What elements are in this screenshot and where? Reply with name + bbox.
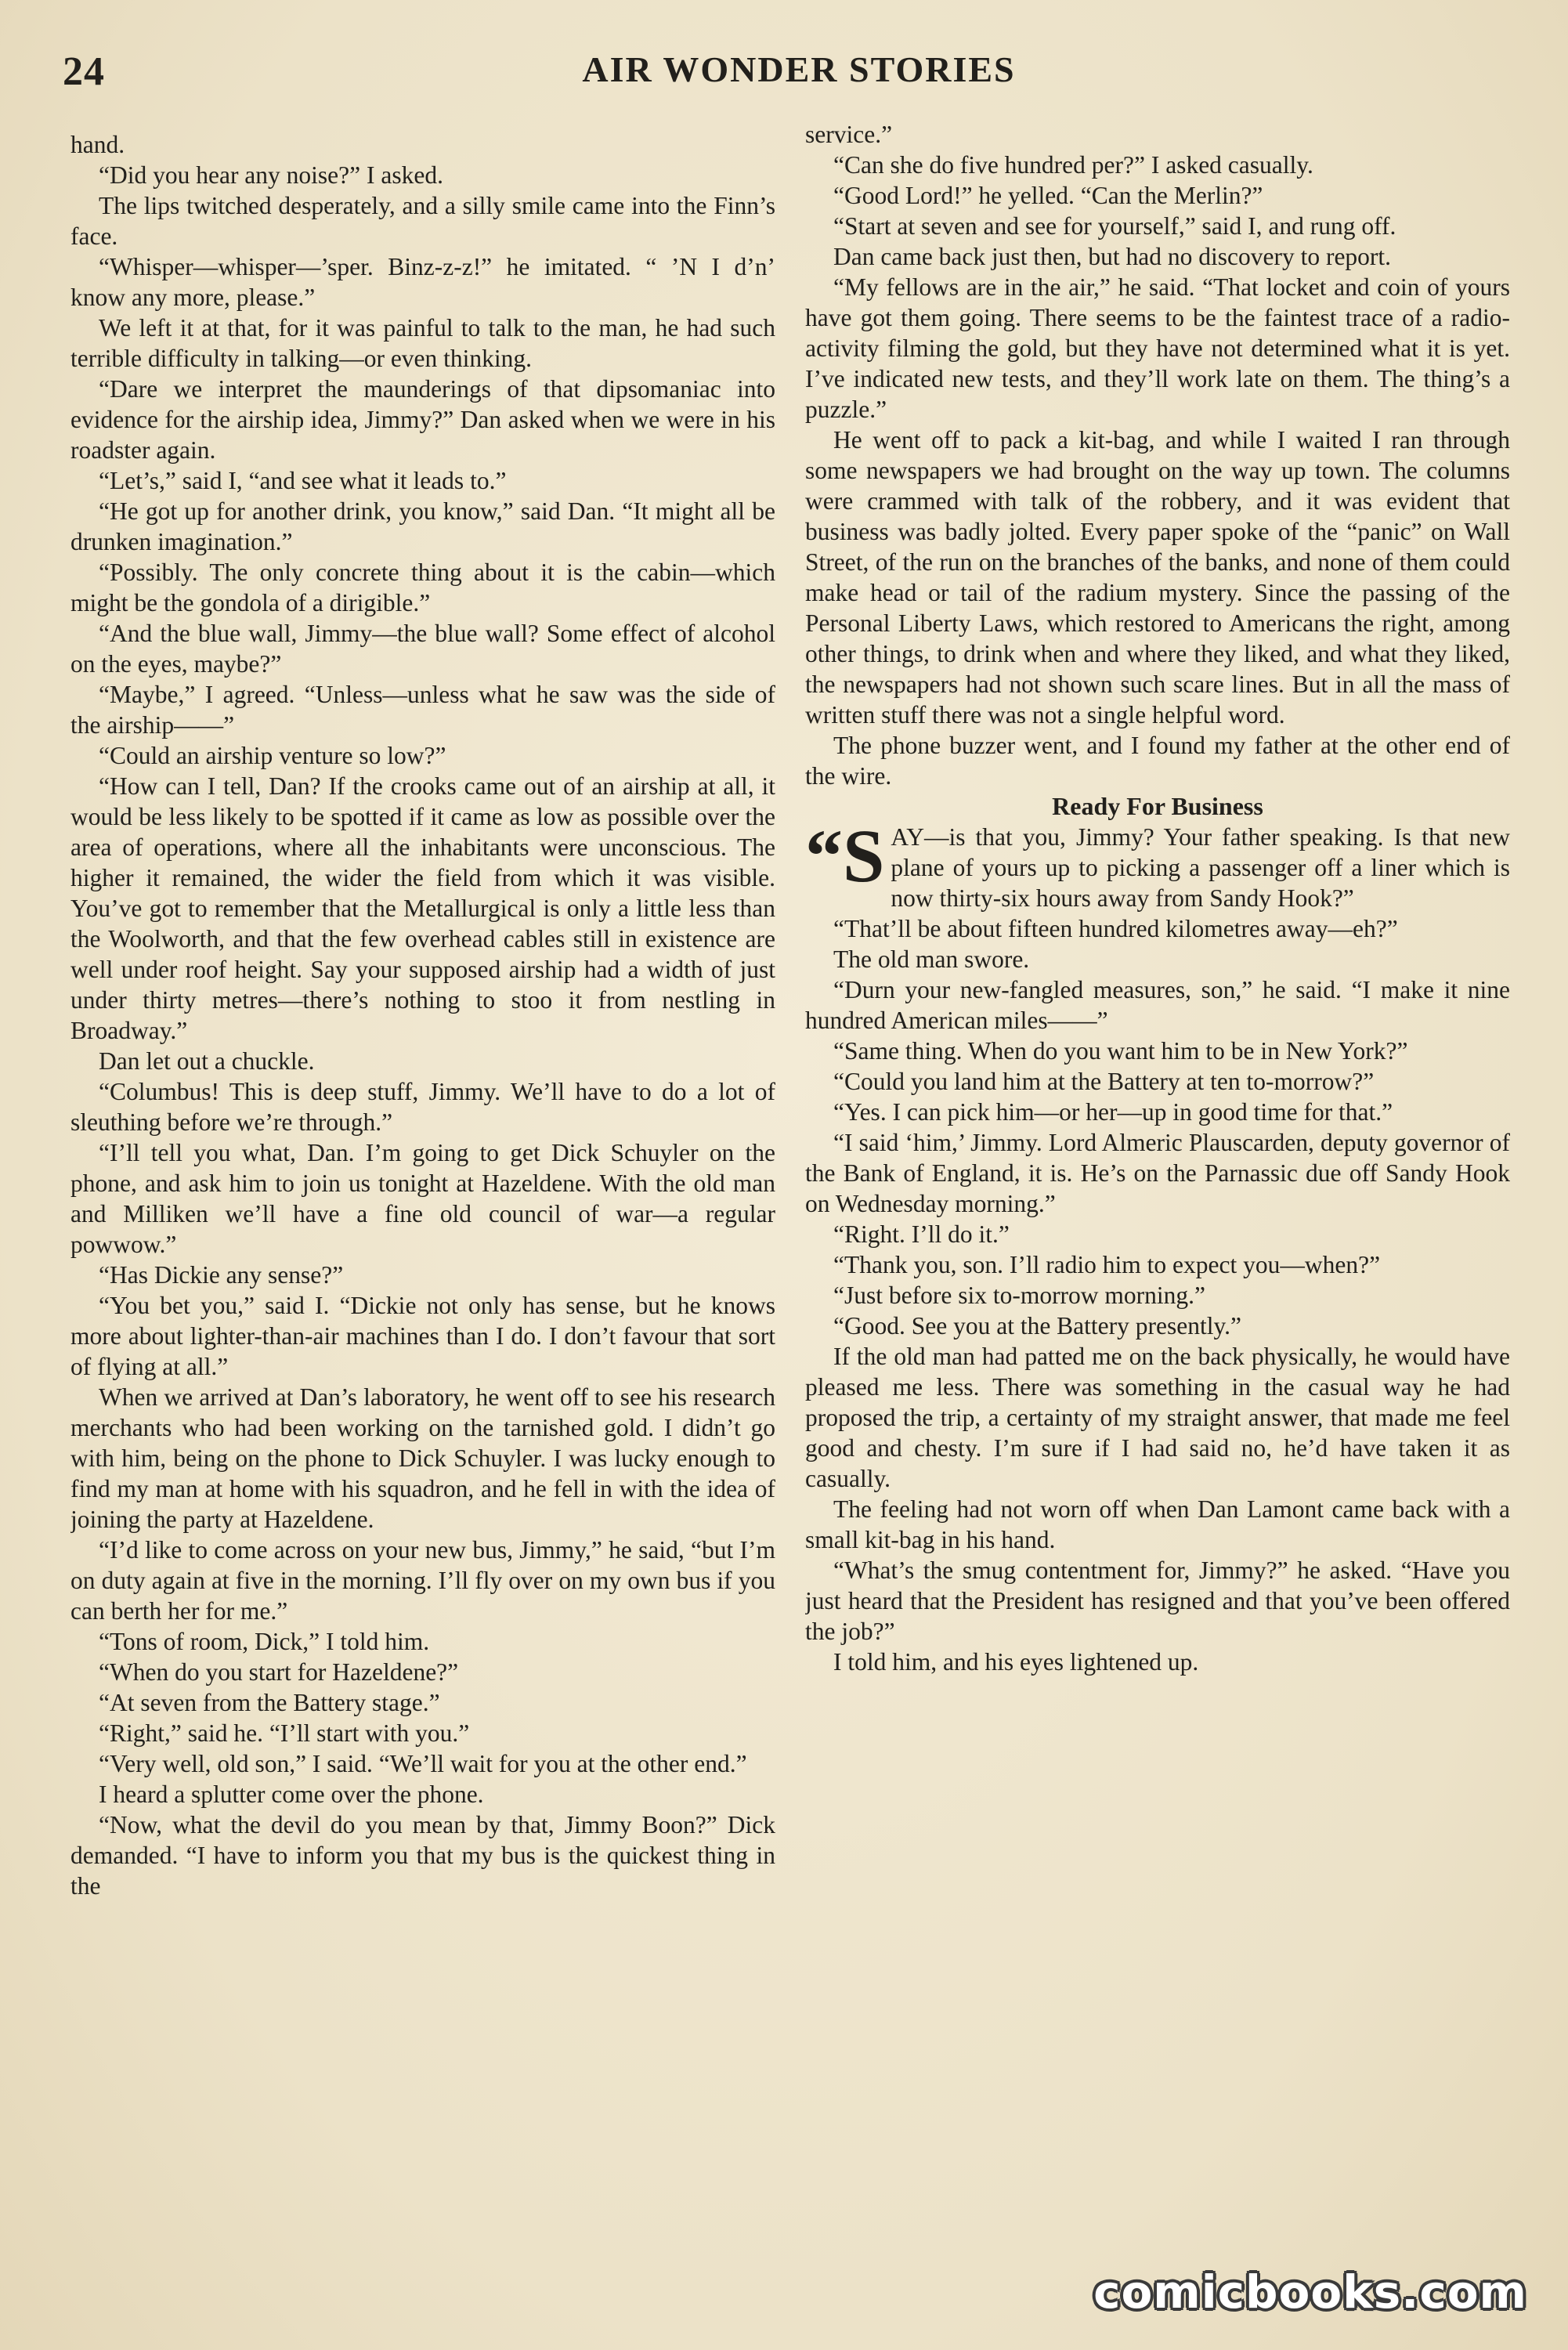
paragraph: “Columbus! This is deep stuff, Jimmy. We’ll have to do a lot of sleuthing before we’re through.”: [70, 1078, 775, 1136]
paragraph: “He got up for another drink, you know,” said Dan. “It might all be drunken imagination.”: [70, 497, 775, 555]
dropcap-paragraph-text: AY—is that you, Jimmy? Your father speaking. Is that new plane of yours up to picking a passenger off a liner which is now thirty-six hours away from Sandy Hook?”: [891, 823, 1510, 912]
page-number: 24: [63, 49, 105, 94]
paragraph: “I’d like to come across on your new bus, Jimmy,” he said, “but I’m on duty again at five in the morning. I’ll fly over on my own bus if you can berth her for me.”: [70, 1536, 775, 1625]
running-title: AIR WONDER STORIES: [582, 49, 1016, 89]
paragraph: He went off to pack a kit-bag, and while I waited I ran through some newspapers we had brought on the way up town. The columns were crammed with talk of the robbery, and it was evident that business was badly jolted. Every paper spoke of the “panic” on Wall Street, of the run on the branches of the banks, and none of them could make head or tail of the radium mystery. Since the passing of the Personal Liberty Laws, which restored to Americans the right, among other things, to drink when and where they liked, and what they liked, the newspapers had not shown such scare lines. But in all the mass of written stuff there was not a single helpful word.: [805, 426, 1510, 728]
paragraph: “Start at seven and see for yourself,” said I, and rung off.: [833, 212, 1396, 240]
paragraph: “You bet you,” said I. “Dickie not only has sense, but he knows more about lighter-than-air machines than I do. I don’t favour that sort of flying at all.”: [70, 1292, 775, 1380]
paragraph: “Maybe,” I agreed. “Unless—unless what he saw was the side of the airship——”: [70, 681, 775, 739]
paragraph: “Tons of room, Dick,” I told him.: [99, 1628, 430, 1655]
page-header: [63, 49, 1535, 103]
paragraph: I heard a splutter come over the phone.: [99, 1781, 484, 1808]
paragraph: “I’ll tell you what, Dan. I’m going to get Dick Schuyler on the phone, and ask him to join us tonight at Hazeldene. With the old man and Milliken we’ll have a fine old council of war—a regular powwow.”: [70, 1139, 775, 1258]
paragraph: “Now, what the devil do you mean by that, Jimmy Boon?” Dick demanded. “I have to inform you that my bus is the quickest thing in the: [70, 1811, 775, 1900]
paragraph: “Durn your new-fangled measures, son,” he said. “I make it nine hundred American miles——”: [805, 976, 1510, 1034]
paragraph: “Yes. I can pick him—or her—up in good time for that.”: [833, 1098, 1393, 1126]
paragraph: “Just before six to-morrow morning.”: [833, 1282, 1206, 1309]
paragraph: The feeling had not worn off when Dan Lamont came back with a small kit-bag in his hand.: [805, 1495, 1510, 1553]
section-subheading: Ready For Business: [1052, 792, 1263, 820]
paragraph: “Right. I’ll do it.”: [833, 1220, 1010, 1248]
paragraph: “Did you hear any noise?” I asked.: [99, 161, 443, 189]
paragraph: “I said ‘him,’ Jimmy. Lord Almeric Plauscarden, deputy governor of the Bank of England, it is. He’s on the Parnassic due off Sandy Hook on Wednesday morning.”: [805, 1129, 1510, 1217]
paragraph: Dan let out a chuckle.: [99, 1047, 315, 1075]
paragraph: “Possibly. The only concrete thing about it is the cabin—which might be the gondola of a dirigible.”: [70, 559, 775, 616]
paragraph: “Dare we interpret the maunderings of that dipsomaniac into evidence for the airship idea, Jimmy?” Dan asked when we were in his roadster again.: [70, 375, 775, 464]
paragraph: Dan came back just then, but had no discovery to report.: [833, 243, 1392, 270]
paragraph: service.”: [805, 121, 893, 148]
drop-cap-quote: “: [805, 814, 843, 898]
paragraph: “Could you land him at the Battery at ten to-morrow?”: [833, 1068, 1375, 1095]
paragraph: We left it at that, for it was painful to talk to the man, he had such terrible difficulty in talking—or even thinking.: [70, 314, 775, 372]
right-column-before-subhead: [805, 119, 1510, 791]
paragraph: “How can I tell, Dan? If the crooks came out of an airship at all, it would be less likely to be spotted if it came as low as possible over the area of operations, where all the inhabitants were unconscious. The higher it remained, the wider the field from which it was visible. You’ve got to remember that the Metallurgical is only a little less than the Woolworth, and that the few overhead cables still in existence are well under roof height. Say your supposed airship had a width of just under thirty metres—there’s nothing to stoo it from nestling in Broadway.”: [70, 772, 775, 1044]
paragraph: “Right,” said he. “I’ll start with you.”: [99, 1719, 470, 1747]
paragraph: I told him, and his eyes lightened up.: [833, 1648, 1199, 1676]
paragraph: “Let’s,” said I, “and see what it leads to.”: [99, 467, 507, 494]
paragraph: “Whisper—whisper—’sper. Binz-z-z!” he imitated. “ ’N I d’n’ know any more, please.”: [70, 253, 775, 311]
paragraph: “Good. See you at the Battery presently.”: [833, 1312, 1242, 1340]
paragraph: “Can she do five hundred per?” I asked casually.: [833, 151, 1313, 179]
paragraph: “Has Dickie any sense?”: [99, 1261, 344, 1289]
paragraph: “Could an airship venture so low?”: [99, 742, 446, 769]
paragraph: “My fellows are in the air,” he said. “That locket and coin of yours have got them going. There seems to be the faintest trace of a radio-activity filming the gold, but they have not determined what it is yet. I’ve indicated new tests, and they’ll work late on them. The thing’s a puzzle.”: [805, 273, 1510, 423]
paragraph: “Good Lord!” he yelled. “Can the Merlin?”: [833, 182, 1263, 209]
paragraph: “When do you start for Hazeldene?”: [99, 1658, 459, 1686]
paragraph: “At seven from the Battery stage.”: [99, 1689, 440, 1716]
right-text-column: [805, 119, 1510, 2250]
right-column-after-subhead: [805, 913, 1510, 1677]
paragraph: hand.: [70, 131, 125, 158]
paragraph: “And the blue wall, Jimmy—the blue wall? Some effect of alcohol on the eyes, maybe?”: [70, 620, 775, 678]
paragraph: “Same thing. When do you want him to be in New York?”: [833, 1037, 1408, 1065]
paragraph: The lips twitched desperately, and a silly smile came into the Finn’s face.: [70, 192, 775, 250]
paragraph: If the old man had patted me on the back physically, he would have pleased me less. There was something in the casual way he had proposed the trip, a certainty of my straight answer, that made me feel good and chesty. I’m sure if I had said no, he’d have taken it as casually.: [805, 1343, 1510, 1492]
paragraph: “Very well, old son,” I said. “We’ll wait for you at the other end.”: [99, 1750, 747, 1777]
drop-cap-letter: [805, 814, 891, 898]
paragraph: The old man swore.: [833, 945, 1030, 973]
paragraph: “What’s the smug contentment for, Jimmy?” he asked. “Have you just heard that the President has resigned and that you’ve been offered the job?”: [805, 1556, 1510, 1645]
left-text-column: [70, 129, 775, 2260]
paragraph: The phone buzzer went, and I found my father at the other end of the wire.: [805, 732, 1510, 790]
dropcap-paragraph: [805, 814, 1510, 913]
paragraph: When we arrived at Dan’s laboratory, he went off to see his research merchants who had been working on the tarnished gold. I didn’t go with him, being on the phone to Dick Schuyler. I was lucky enough to find my man at home with his squadron, and he fell in with the idea of joining the party at Hazeldene.: [70, 1383, 775, 1533]
watermark-logo: comicbooks.com: [1093, 2265, 1527, 2319]
paragraph: “Thank you, son. I’ll radio him to expect you—when?”: [833, 1251, 1381, 1278]
paragraph: “That’ll be about fifteen hundred kilometres away—eh?”: [833, 915, 1398, 942]
drop-cap-initial: S: [843, 814, 885, 898]
